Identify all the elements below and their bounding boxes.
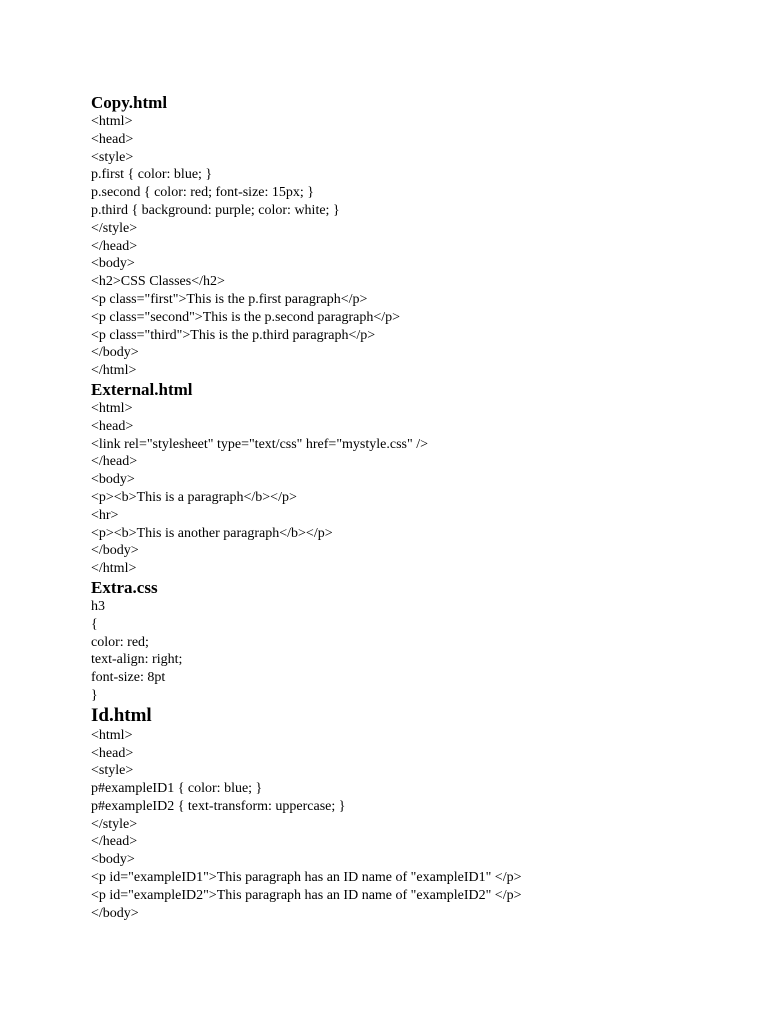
code-line: <html> bbox=[91, 727, 133, 743]
code-line: <head> bbox=[91, 131, 134, 147]
code-line: <style> bbox=[91, 763, 134, 779]
code-line: </style> bbox=[91, 816, 138, 832]
section-title: Copy.html bbox=[91, 93, 168, 112]
code-line: <style> bbox=[91, 149, 134, 165]
section-external-html bbox=[91, 380, 751, 578]
section-title: Extra.css bbox=[91, 577, 158, 597]
code-line: h3 bbox=[91, 598, 105, 614]
code-line: </style> bbox=[91, 220, 138, 236]
code-line: </body> bbox=[91, 543, 139, 559]
code-line: <p><b>This is another paragraph</b></p> bbox=[91, 525, 333, 541]
code-line: </head> bbox=[91, 834, 138, 850]
section-title: External.html bbox=[91, 379, 193, 399]
code-line: p.first { color: blue; } bbox=[91, 167, 213, 183]
code-line: <hr> bbox=[91, 507, 119, 523]
code-line: <head> bbox=[91, 745, 134, 761]
code-line: <html> bbox=[91, 114, 133, 129]
code-line: <p class="third">This is the p.third paragraph</p> bbox=[91, 327, 376, 343]
section-copy-html bbox=[91, 93, 751, 380]
code-line: <p class="first">This is the p.first paragraph</p> bbox=[91, 291, 368, 307]
code-line: p#exampleID2 { text-transform: uppercase; } bbox=[91, 798, 346, 814]
section-title: Id.html bbox=[91, 704, 152, 726]
document-body bbox=[91, 93, 751, 922]
code-line: } bbox=[91, 687, 98, 703]
section-extra-css bbox=[91, 578, 751, 705]
code-line: p.third { background: purple; color: white; } bbox=[91, 202, 340, 218]
code-line: color: red; bbox=[91, 634, 149, 650]
code-line: </html> bbox=[91, 561, 137, 577]
code-line: font-size: 8pt bbox=[91, 670, 166, 686]
code-line: <p><b>This is a paragraph</b></p> bbox=[91, 489, 297, 505]
code-line: <p class="second">This is the p.second paragraph</p> bbox=[91, 309, 401, 325]
code-line: <p id="exampleID1">This paragraph has an ID name of "exampleID1" </p> bbox=[91, 870, 522, 886]
code-line: </body> bbox=[91, 905, 139, 921]
code-line: <head> bbox=[91, 418, 134, 434]
code-line: <link rel="stylesheet" type="text/css" href="mystyle.css" /> bbox=[91, 436, 428, 452]
code-line: { bbox=[91, 616, 98, 632]
code-line: <p id="exampleID2">This paragraph has an ID name of "exampleID2" </p> bbox=[91, 887, 522, 903]
section-id-html bbox=[91, 705, 751, 923]
code-line: </body> bbox=[91, 345, 139, 361]
code-line: </head> bbox=[91, 454, 138, 470]
code-line: </head> bbox=[91, 238, 138, 254]
code-line: <body> bbox=[91, 852, 135, 868]
code-line: p#exampleID1 { color: blue; } bbox=[91, 781, 263, 797]
code-line: text-align: right; bbox=[91, 652, 183, 668]
code-line: <h2>CSS Classes</h2> bbox=[91, 274, 225, 290]
code-line: p.second { color: red; font-size: 15px; } bbox=[91, 185, 314, 201]
code-line: <html> bbox=[91, 400, 133, 416]
code-line: <body> bbox=[91, 472, 135, 488]
code-line: </html> bbox=[91, 363, 137, 379]
code-line: <body> bbox=[91, 256, 135, 272]
